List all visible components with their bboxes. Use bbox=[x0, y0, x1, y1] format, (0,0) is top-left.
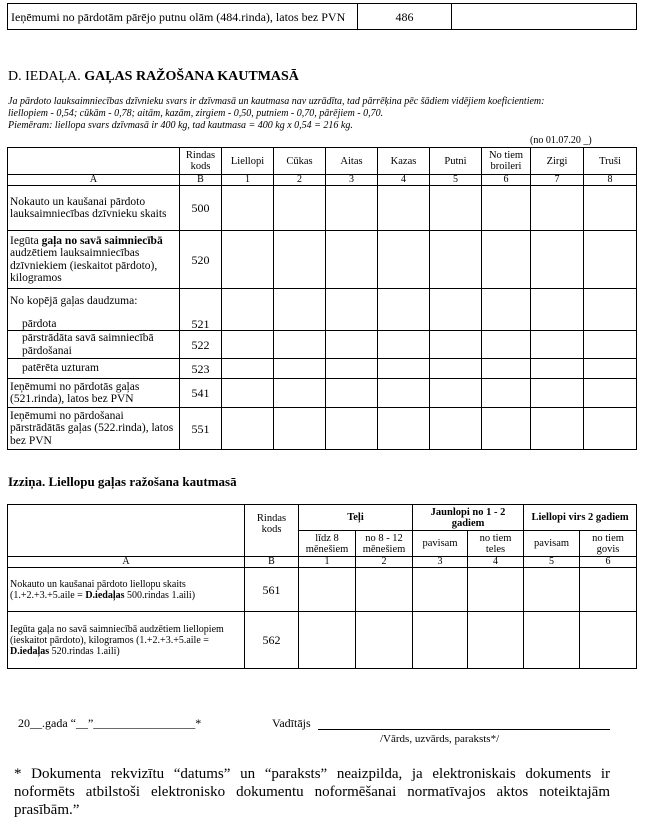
input-cell[interactable] bbox=[482, 408, 531, 450]
input-cell[interactable] bbox=[482, 186, 531, 231]
input-cell[interactable] bbox=[413, 612, 468, 669]
d-header-rindas-kods: Rindas kods bbox=[180, 148, 222, 175]
input-cell[interactable] bbox=[326, 289, 378, 313]
input-cell[interactable] bbox=[326, 313, 378, 331]
d-row-500-label: Nokauto un kaušanai pārdoto lauksaimniecības dzīvnieku skaits bbox=[8, 186, 180, 231]
izzina-index-1: 1 bbox=[299, 557, 356, 568]
input-cell[interactable] bbox=[531, 186, 584, 231]
section-d-date-note: (no 01.07.20 _) bbox=[530, 135, 592, 146]
empty-cell bbox=[180, 289, 222, 313]
izzina-sub-pavisam-1: pavisam bbox=[413, 531, 468, 557]
d-index-a: A bbox=[8, 175, 180, 186]
table-row bbox=[8, 612, 637, 669]
input-cell[interactable] bbox=[580, 612, 637, 669]
input-cell[interactable] bbox=[430, 231, 482, 289]
input-cell[interactable] bbox=[326, 408, 378, 450]
d-header-trusi: Truši bbox=[584, 148, 637, 175]
input-cell[interactable] bbox=[468, 568, 524, 612]
izzina-index-2: 2 bbox=[356, 557, 413, 568]
izzina-header-jaunlopi: Jaunlopi no 1 - 2 gadiem bbox=[413, 505, 524, 531]
table-row bbox=[8, 186, 637, 231]
input-cell[interactable] bbox=[274, 331, 326, 359]
d-header-kazas: Kazas bbox=[378, 148, 430, 175]
input-cell[interactable] bbox=[378, 379, 430, 408]
input-cell[interactable] bbox=[482, 289, 531, 313]
manager-signature-line[interactable] bbox=[318, 729, 610, 730]
input-cell[interactable] bbox=[482, 231, 531, 289]
input-cell[interactable] bbox=[531, 359, 584, 379]
d-row-522-label: pārstrādāta savā saimniecībā pārdošanai bbox=[8, 331, 180, 359]
d-index-2: 2 bbox=[274, 175, 326, 186]
izzina-header-blank bbox=[8, 505, 245, 557]
input-cell[interactable] bbox=[299, 568, 356, 612]
input-cell[interactable] bbox=[524, 612, 580, 669]
izzina-index-5: 5 bbox=[524, 557, 580, 568]
input-cell[interactable] bbox=[531, 313, 584, 331]
d-header-aitas: Aitas bbox=[326, 148, 378, 175]
input-cell[interactable] bbox=[326, 231, 378, 289]
izzina-index-4: 4 bbox=[468, 557, 524, 568]
table-row bbox=[8, 359, 637, 379]
table-row bbox=[8, 231, 637, 289]
input-cell[interactable] bbox=[378, 331, 430, 359]
input-cell[interactable] bbox=[413, 568, 468, 612]
input-cell[interactable] bbox=[468, 612, 524, 669]
input-cell[interactable] bbox=[222, 186, 274, 231]
input-cell[interactable] bbox=[378, 313, 430, 331]
izzina-index-a: A bbox=[8, 557, 245, 568]
input-cell[interactable] bbox=[222, 289, 274, 313]
input-cell[interactable] bbox=[274, 408, 326, 450]
izzina-title: Izziņa. Liellopu gaļas ražošana kautmasā bbox=[8, 474, 237, 489]
d-row-520-label bbox=[8, 231, 180, 289]
input-cell[interactable] bbox=[430, 313, 482, 331]
input-cell[interactable] bbox=[222, 331, 274, 359]
input-cell[interactable] bbox=[430, 186, 482, 231]
izzina-index-3: 3 bbox=[413, 557, 468, 568]
input-cell[interactable] bbox=[222, 408, 274, 450]
date-line[interactable]: 20__.gada “__”_________________* bbox=[18, 716, 202, 730]
table-row bbox=[8, 408, 637, 450]
izzina-header-code: Rindas kods bbox=[245, 505, 299, 557]
izzina-header-liellopi: Liellopi virs 2 gadiem bbox=[524, 505, 637, 531]
input-cell[interactable] bbox=[274, 289, 326, 313]
input-cell[interactable] bbox=[584, 359, 637, 379]
table-row bbox=[8, 313, 637, 331]
input-cell[interactable] bbox=[222, 313, 274, 331]
d-header-broileri: No tiem broileri bbox=[482, 148, 531, 175]
d-index-1: 1 bbox=[222, 175, 274, 186]
input-cell[interactable] bbox=[531, 408, 584, 450]
d-row-500-code: 500 bbox=[180, 186, 222, 231]
izzina-sub-lidz-8: līdz 8 mēnešiem bbox=[299, 531, 356, 557]
section-d-note1: Ja pārdoto lauksaimniecības dzīvnieku svars ir dzīvmasā un kautmasa nav uzrādīta, tad pārrēķina pēc šādiem vidējiem koeficientiem: bbox=[8, 96, 545, 107]
input-cell[interactable] bbox=[531, 379, 584, 408]
input-cell[interactable] bbox=[378, 231, 430, 289]
izzina-561-tail: 500.rindas 1.aili) bbox=[124, 589, 196, 601]
input-cell[interactable] bbox=[531, 231, 584, 289]
d-row-520-pre: Iegūta bbox=[10, 234, 42, 247]
d-row-520-code: 520 bbox=[180, 231, 222, 289]
izzina-sub-teles: no tiem teles bbox=[468, 531, 524, 557]
section-d-prefix: D. IEDAĻA. bbox=[8, 69, 81, 84]
input-cell[interactable] bbox=[584, 331, 637, 359]
input-cell[interactable] bbox=[584, 231, 637, 289]
d-header-blank bbox=[8, 148, 180, 175]
top-row-table bbox=[7, 3, 637, 30]
izzina-row-562-code: 562 bbox=[245, 612, 299, 669]
section-d-table bbox=[7, 147, 637, 450]
d-header-zirgi: Zirgi bbox=[531, 148, 584, 175]
input-cell[interactable] bbox=[222, 359, 274, 379]
d-index-8: 8 bbox=[584, 175, 637, 186]
d-row-541-label: Ieņēmumi no pārdotās gaļas (521.rinda), latos bez PVN bbox=[8, 379, 180, 408]
manager-label: Vadītājs bbox=[272, 716, 311, 730]
input-cell[interactable] bbox=[326, 331, 378, 359]
top-row-cell[interactable] bbox=[452, 4, 637, 30]
izzina-row-561-label bbox=[8, 568, 245, 612]
input-cell[interactable] bbox=[222, 379, 274, 408]
input-cell[interactable] bbox=[482, 331, 531, 359]
input-cell[interactable] bbox=[356, 568, 413, 612]
d-row-523-code: 523 bbox=[180, 359, 222, 379]
input-cell[interactable] bbox=[378, 186, 430, 231]
izzina-561-text: Nokauto un kaušanai pārdoto liellopu skaits (1.+2.+3.+5.aile = bbox=[10, 578, 186, 601]
d-row-subheading-label: No kopējā gaļas daudzuma: bbox=[8, 289, 180, 313]
input-cell[interactable] bbox=[482, 313, 531, 331]
d-row-541-code: 541 bbox=[180, 379, 222, 408]
input-cell[interactable] bbox=[356, 612, 413, 669]
input-cell[interactable] bbox=[430, 289, 482, 313]
input-cell[interactable] bbox=[482, 359, 531, 379]
izzina-sub-govis: no tiem govis bbox=[580, 531, 637, 557]
izzina-sub-pavisam-2: pavisam bbox=[524, 531, 580, 557]
input-cell[interactable] bbox=[378, 359, 430, 379]
izzina-row-561-code: 561 bbox=[245, 568, 299, 612]
input-cell[interactable] bbox=[274, 313, 326, 331]
input-cell[interactable] bbox=[274, 186, 326, 231]
d-row-522-code: 522 bbox=[180, 331, 222, 359]
input-cell[interactable] bbox=[326, 379, 378, 408]
izzina-header-telji: Teļi bbox=[299, 505, 413, 531]
top-row-label: Ieņēmumi no pārdotām pārējo putnu olām (484.rinda), latos bez PVN bbox=[8, 4, 358, 30]
input-cell[interactable] bbox=[430, 408, 482, 450]
d-index-4: 4 bbox=[378, 175, 430, 186]
izzina-562-tail: 520.rindas 1.aili) bbox=[49, 645, 120, 657]
top-row-code: 486 bbox=[358, 4, 452, 30]
input-cell[interactable] bbox=[326, 359, 378, 379]
input-cell[interactable] bbox=[584, 289, 637, 313]
d-header-liellopi: Liellopi bbox=[222, 148, 274, 175]
izzina-561-bold: D.iedaļas bbox=[85, 589, 125, 601]
table-row bbox=[8, 568, 637, 612]
d-row-523-label: patērēta uzturam bbox=[8, 359, 180, 379]
input-cell[interactable] bbox=[430, 331, 482, 359]
input-cell[interactable] bbox=[580, 568, 637, 612]
input-cell[interactable] bbox=[430, 379, 482, 408]
input-cell[interactable] bbox=[299, 612, 356, 669]
d-index-6: 6 bbox=[482, 175, 531, 186]
izzina-562-bold: D.iedaļas bbox=[10, 645, 50, 657]
d-index-b: B bbox=[180, 175, 222, 186]
table-row bbox=[8, 331, 637, 359]
input-cell[interactable] bbox=[482, 379, 531, 408]
input-cell[interactable] bbox=[326, 186, 378, 231]
d-header-putni: Putni bbox=[430, 148, 482, 175]
izzina-sub-8-12: no 8 - 12 mēnešiem bbox=[356, 531, 413, 557]
footnote: * Dokumenta rekvizītu “datums” un “paraksts” neaizpilda, ja elektroniskais dokuments ir noformēts atbilstoši elektronisko dokumentu noformēšanai normatīvajos aktos noteiktajām prasībām.” bbox=[14, 766, 610, 818]
d-row-551-code: 551 bbox=[180, 408, 222, 450]
d-row-521-label: pārdota bbox=[8, 313, 180, 331]
input-cell[interactable] bbox=[274, 359, 326, 379]
izzina-562-text: Iegūta gaļa no savā saimniecībā audzētiem liellopiem (ieskaitot pārdoto), kilogramos (1.+2.+3.+5.aile = bbox=[10, 623, 224, 646]
d-row-520-post: audzētiem lauksaimniecības dzīvniekiem (ieskaitot pārdoto), kilogramos bbox=[10, 247, 158, 284]
d-row-521-code: 521 bbox=[180, 313, 222, 331]
d-row-520-bold: gaļa no savā saimniecībā bbox=[41, 234, 163, 247]
izzina-index-b: B bbox=[245, 557, 299, 568]
input-cell[interactable] bbox=[584, 186, 637, 231]
input-cell[interactable] bbox=[531, 331, 584, 359]
section-d-note2: liellopiem - 0,54; cūkām - 0,78; aitām, kazām, zirgiem - 0,50, putniem - 0,70, pārējiem - 0,70. bbox=[8, 108, 384, 119]
input-cell[interactable] bbox=[430, 359, 482, 379]
izzina-row-562-label bbox=[8, 612, 245, 669]
section-d-title bbox=[8, 69, 299, 85]
section-d-example: Piemēram: liellopa svars dzīvmasā ir 400 kg, tad kautmasa = 400 kg x 0,54 = 216 kg. bbox=[8, 120, 353, 131]
input-cell[interactable] bbox=[378, 289, 430, 313]
input-cell[interactable] bbox=[531, 289, 584, 313]
izzina-table bbox=[7, 504, 637, 669]
input-cell[interactable] bbox=[584, 408, 637, 450]
input-cell[interactable] bbox=[378, 408, 430, 450]
input-cell[interactable] bbox=[524, 568, 580, 612]
d-index-5: 5 bbox=[430, 175, 482, 186]
section-d-main: GAĻAS RAŽOŠANA KAUTMASĀ bbox=[84, 69, 299, 84]
input-cell[interactable] bbox=[222, 231, 274, 289]
d-header-cukas: Cūkas bbox=[274, 148, 326, 175]
input-cell[interactable] bbox=[584, 313, 637, 331]
d-index-7: 7 bbox=[531, 175, 584, 186]
d-row-551-label: Ieņēmumi no pārdošanai pārstrādātās gaļas (522.rinda), latos bez PVN bbox=[8, 408, 180, 450]
d-index-3: 3 bbox=[326, 175, 378, 186]
table-row bbox=[8, 289, 637, 313]
input-cell[interactable] bbox=[274, 231, 326, 289]
table-row bbox=[8, 379, 637, 408]
input-cell[interactable] bbox=[584, 379, 637, 408]
signature-caption: /Vārds, uzvārds, paraksts*/ bbox=[380, 733, 500, 745]
izzina-index-6: 6 bbox=[580, 557, 637, 568]
input-cell[interactable] bbox=[274, 379, 326, 408]
